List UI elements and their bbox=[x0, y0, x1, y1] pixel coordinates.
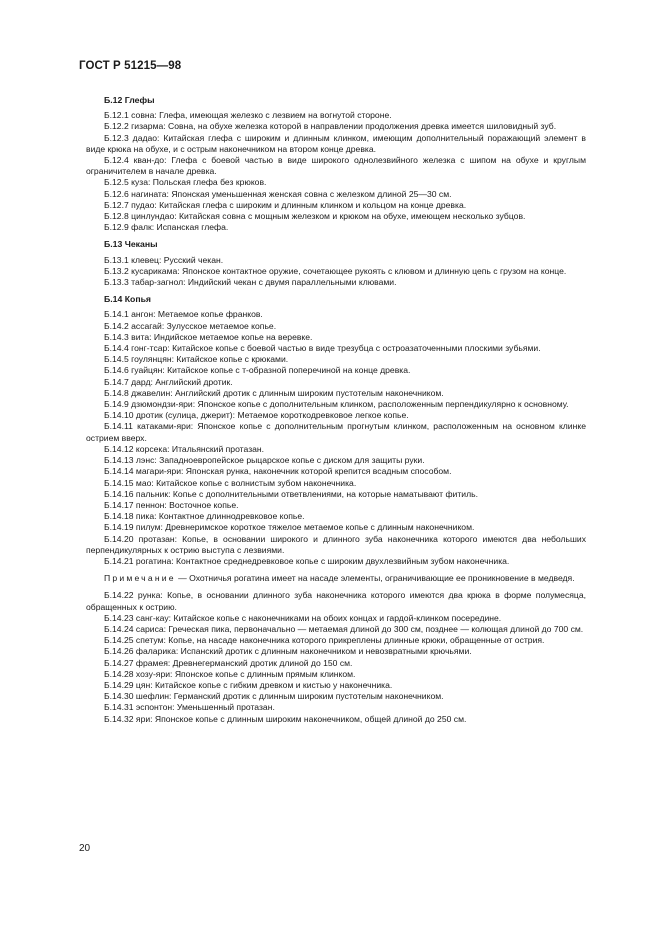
term-item: Б.14.14 магари-яри: Японская рунка, наконечник которой крепится всадным способом. bbox=[104, 466, 452, 477]
document-body bbox=[86, 95, 586, 725]
term-item: Б.14.1 ангон: Метаемое копье франков. bbox=[104, 309, 263, 320]
section-glefy bbox=[86, 95, 586, 233]
term-item: Б.14.9 дзюмондзи-яри: Японское копье с дополнительным клинком, расположенным перпендикулярно к основному. bbox=[104, 399, 569, 410]
note-label: Примечание bbox=[104, 573, 176, 584]
term-item: Б.14.24 сариса: Греческая пика, первоначально — метаемая длиной до 300 см, позднее — колющая длиной до 700 см. bbox=[104, 623, 584, 634]
term-item: Б.14.19 пилум: Древнеримское короткое тяжелое метаемое копье с длинным наконечником. bbox=[104, 522, 475, 533]
term-item: Б.12.5 куза: Польская глефа без крюков. bbox=[104, 177, 267, 188]
term-item: Б.14.16 пальник: Копье с дополнительными ответвлениями, на которые наматывают фитиль. bbox=[104, 488, 478, 499]
term-item: Б.14.7 дард: Английский дротик. bbox=[104, 376, 233, 387]
document-header: ГОСТ Р 51215—98 bbox=[79, 60, 182, 72]
term-item: Б.12.4 кван-до: Глефа с боевой частью в виде широкого однолезвийного железка с шипом на обухе и круглым ограничителем в начале древка. bbox=[86, 155, 586, 177]
term-item: Б.12.8 цинлундао: Китайская совна с мощным железком и крюком на обухе, имеющем несколько зубцов. bbox=[104, 211, 526, 222]
term-item: Б.12.3 дадао: Китайская глефа с широким и длинным клинком, имеющим дополнительный поражающий элемент в виде крюка на обухе, и с острым наконечником на втором конце древка. bbox=[86, 132, 586, 154]
term-item: Б.14.15 мао: Китайское копье с волнистым зубом наконечника. bbox=[104, 477, 357, 488]
term-item: Б.14.11 катаками-яри: Японское копье с дополнительным прогнутым клинком, расположенным на основном клинке острием вверх. bbox=[86, 421, 586, 443]
term-item: Б.14.8 джавелин: Английский дротик с длинным широким пустотелым наконечником. bbox=[104, 387, 444, 398]
note bbox=[86, 573, 586, 584]
term-item: Б.12.7 пудао: Китайская глефа с широким и длинным клинком и кольцом на конце древка. bbox=[104, 199, 467, 210]
term-item: Б.14.13 лэнс: Западноевропейское рыцарское копье с диском для защиты руки. bbox=[104, 455, 425, 466]
term-item: Б.12.2 гизарма: Совна, на обухе железка которой в направлении продолжения древка имеется шиловидный зуб. bbox=[104, 121, 557, 132]
term-item: Б.14.29 цян: Китайское копье с гибким древком и кистью у наконечника. bbox=[104, 679, 393, 690]
term-item: Б.14.5 гоулянцян: Китайское копье с крюками. bbox=[104, 354, 289, 365]
term-item: Б.14.17 пеннон: Восточное копье. bbox=[104, 499, 239, 510]
term-item: Б.12.1 совна: Глефа, имеющая железко с лезвием на вогнутой стороне. bbox=[104, 110, 392, 121]
page-number: 20 bbox=[79, 843, 91, 854]
term-item: Б.14.22 рунка: Копье, в основании длинного зуба наконечника которого имеются два крюка в форме полумесяца, обращенных к острию. bbox=[86, 590, 586, 612]
term-item: Б.14.28 хозу-яри: Японское копье с длинным прямым клинком. bbox=[104, 668, 356, 679]
term-item: Б.14.25 спетум: Копье, на насаде наконечника которого прикреплены длинные крюки, обращенные от острия. bbox=[104, 635, 545, 646]
term-item: Б.14.18 пика: Контактное длиннодревковое копье. bbox=[104, 511, 305, 522]
term-item: Б.12.9 фалк: Испанская глефа. bbox=[104, 222, 229, 233]
term-item: Б.14.32 яри: Японское копье с длинным широким наконечником, общей длиной до 250 см. bbox=[104, 713, 467, 724]
note-text: — Охотничья рогатина имеет на насаде элементы, ограничивающие ее проникновение в медведя. bbox=[175, 573, 575, 584]
term-item: Б.13.3 табар-загнол: Индийский чекан с двумя параллельными клювами. bbox=[104, 277, 397, 288]
term-item: Б.14.6 гуайцян: Китайское копье с т-образной поперечиной на конце древка. bbox=[104, 365, 411, 376]
section-title: Б.12 Глефы bbox=[104, 95, 155, 105]
term-item: Б.14.3 вита: Индийское метаемое копье на веревке. bbox=[104, 331, 313, 342]
term-item: Б.13.2 кусарикама: Японское контактное оружие, сочетающее рукоять с клювом и длинную цепь с грузом на конце. bbox=[104, 265, 567, 276]
section-kopya bbox=[86, 294, 586, 725]
term-item: Б.14.31 эспонтон: Уменьшенный протазан. bbox=[104, 702, 275, 713]
term-item: Б.14.26 фаларика: Испанский дротик с длинным наконечником и невозвратными крючьями. bbox=[104, 646, 472, 657]
term-item: Б.14.27 фрамея: Древнегерманский дротик длиной до 150 см. bbox=[104, 657, 353, 668]
section-title: Б.14 Копья bbox=[104, 294, 152, 305]
term-item: Б.14.21 рогатина: Контактное среднедревковое копье с широким двухлезвийным зубом наконечника. bbox=[104, 555, 510, 566]
term-item: Б.13.1 клевец: Русский чекан. bbox=[104, 254, 224, 265]
term-item: Б.14.20 протазан: Копье, в основании широкого и длинного зуба наконечника которого имеются два небольших перпендикулярных к острию выступа с лезвиями. bbox=[86, 533, 586, 555]
section-chekany bbox=[86, 239, 586, 288]
term-item: Б.14.10 дротик (сулица, джерит): Метаемое короткодревковое легкое копье. bbox=[104, 410, 409, 421]
section-title: Б.13 Чеканы bbox=[104, 239, 158, 250]
term-item: Б.12.6 нагината: Японская уменьшенная женская совна с железком длиной 25—30 см. bbox=[104, 188, 452, 199]
term-item: Б.14.12 корсека: Итальянский протазан. bbox=[104, 443, 265, 454]
term-item: Б.14.4 гонг-тсар: Китайское копье с боевой частью в виде трезубца с остроазаточенными плоскими зубьями. bbox=[104, 343, 541, 354]
term-item: Б.14.2 ассагай: Зулусское метаемое копье. bbox=[104, 320, 277, 331]
term-item: Б.14.23 санг-кау: Китайское копье с наконечниками на обоих концах и гардой-клинком посередине. bbox=[104, 612, 502, 623]
term-item: Б.14.30 шефлин: Германский дротик с длинным широким пустотелым наконечником. bbox=[104, 691, 444, 702]
